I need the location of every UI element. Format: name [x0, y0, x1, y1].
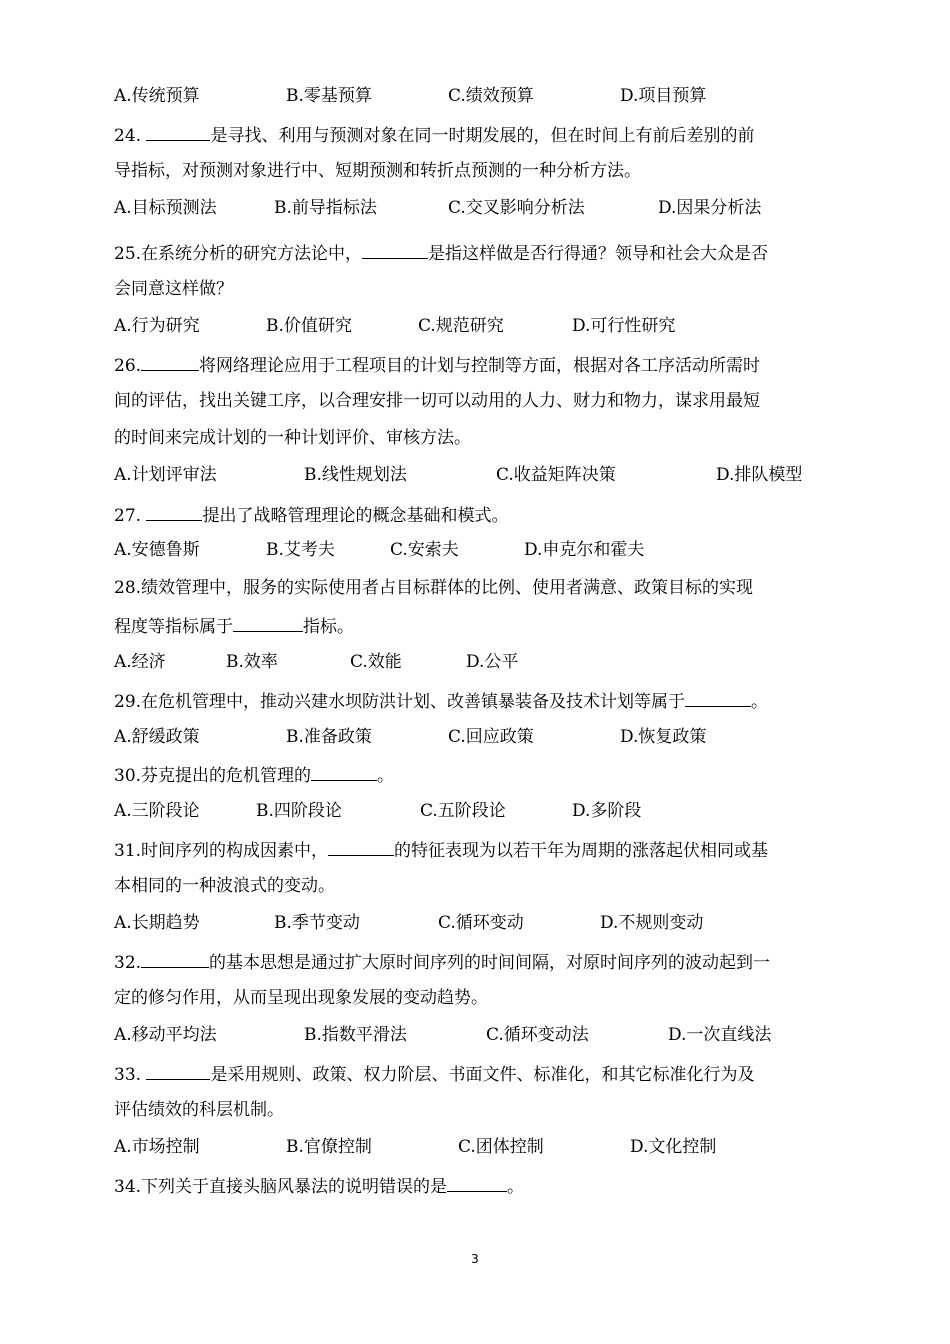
q29-option-a: A.舒缓政策	[114, 727, 200, 747]
q26-stem-line-3: 的时间来完成计划的一种计划评价、审核方法。	[114, 428, 471, 448]
q24-option-c: C.交叉影响分析法	[448, 198, 585, 218]
q33-option-b: B.官僚控制	[286, 1137, 372, 1157]
q26-stem-text: 将网络理论应用于工程项目的计划与控制等方面，根据对各工序活动所需时	[199, 356, 761, 376]
q32-stem-line-2: 定的修匀作用，从而呈现出现象发展的变动趋势。	[114, 988, 488, 1008]
q27-stem-text: 提出了战略管理理论的概念基础和模式。	[202, 506, 509, 526]
q26-option-c: C.收益矩阵决策	[496, 465, 616, 485]
q30-answer-blank	[311, 762, 377, 781]
q24-option-d: D.因果分析法	[658, 198, 762, 218]
q27-option-b: B.艾考夫	[266, 540, 335, 560]
q24-option-a: A.目标预测法	[114, 198, 217, 218]
q33-stem-line-1	[114, 1061, 754, 1087]
q28-option-a: A.经济	[114, 652, 166, 672]
q24-stem-line-2: 导指标，对预测对象进行中、短期预测和转折点预测的一种分析方法。	[114, 161, 641, 181]
q27-option-a: A.安德鲁斯	[114, 540, 200, 560]
q28-stem-line-2	[114, 613, 354, 639]
q30-option-a: A.三阶段论	[114, 801, 200, 821]
q27-stem-line-1	[114, 502, 508, 528]
q24-option-b: B.前导指标法	[274, 198, 377, 218]
q29-answer-blank	[685, 688, 751, 707]
q23-option-a: A.传统预算	[114, 86, 200, 106]
q34-answer-blank	[447, 1173, 507, 1192]
q31-answer-blank	[328, 837, 394, 856]
q28-stem-line-1: 28.绩效管理中，服务的实际使用者占目标群体的比例、使用者满意、政策目标的实现	[114, 578, 754, 598]
q26-option-a: A.计划评审法	[114, 465, 217, 485]
q29-stem-pre: 29.在危机管理中，推动兴建水坝防洪计划、改善镇暴装备及技术计划等属于	[114, 692, 686, 712]
q24-stem-text: 是寻找、利用与预测对象在同一时期发展的，但在时间上有前后差别的前	[210, 126, 755, 146]
q31-option-d: D.不规则变动	[600, 913, 704, 933]
q26-answer-blank	[141, 352, 199, 371]
q26-number: 26.	[114, 356, 142, 376]
q29-option-c: C.回应政策	[448, 727, 534, 747]
q33-option-c: C.团体控制	[458, 1137, 544, 1157]
q28-option-d: D.公平	[466, 652, 519, 672]
q32-answer-blank	[141, 949, 209, 968]
q27-option-d: D.申克尔和霍夫	[524, 540, 645, 560]
q32-option-b: B.指数平滑法	[304, 1025, 407, 1045]
q25-option-c: C.规范研究	[418, 316, 504, 336]
q25-stem-line-1	[114, 240, 768, 266]
q26-stem-line-2: 间的评估，找出关键工序，以合理安排一切可以动用的人力、财力和物力，谋求用最短	[114, 391, 760, 411]
q24-number: 24.	[114, 126, 147, 146]
q32-stem-text: 的基本思想是通过扩大原时间序列的时间间隔，对原时间序列的波动起到一	[209, 953, 771, 973]
q25-stem-pre: 25.在系统分析的研究方法论中，	[114, 244, 363, 264]
q31-stem-pre: 31.时间序列的构成因素中，	[114, 841, 329, 861]
q23-option-d: D.项目预算	[620, 86, 707, 106]
q32-stem-line-1	[114, 949, 770, 975]
q32-option-d: D.一次直线法	[668, 1025, 772, 1045]
q30-stem-pre: 30.芬克提出的危机管理的	[114, 766, 312, 786]
q27-option-c: C.安索夫	[390, 540, 459, 560]
q33-option-d: D.文化控制	[630, 1137, 717, 1157]
q25-answer-blank	[362, 240, 428, 259]
q30-option-d: D.多阶段	[572, 801, 642, 821]
q26-stem-line-1	[114, 352, 760, 378]
q25-stem-line-2: 会同意这样做？	[114, 279, 233, 299]
q31-option-a: A.长期趋势	[114, 913, 200, 933]
q33-stem-text: 是采用规则、政策、权力阶层、书面文件、标准化，和其它标准化行为及	[210, 1065, 755, 1085]
q29-stem-line-1	[114, 688, 768, 714]
q30-option-b: B.四阶段论	[256, 801, 342, 821]
q33-option-a: A.市场控制	[114, 1137, 200, 1157]
q25-option-b: B.价值研究	[266, 316, 352, 336]
q24-answer-blank	[146, 122, 210, 141]
q32-option-c: C.循环变动法	[486, 1025, 589, 1045]
q23-option-c: C.绩效预算	[448, 86, 534, 106]
q33-number: 33.	[114, 1065, 147, 1085]
q33-stem-line-2: 评估绩效的科层机制。	[114, 1100, 284, 1120]
q28-option-b: B.效率	[226, 652, 278, 672]
q29-stem-post: 。	[751, 692, 769, 712]
q31-option-c: C.循环变动	[438, 913, 524, 933]
q27-number: 27.	[114, 506, 147, 526]
q34-stem-pre: 34.下列关于直接头脑风暴法的说明错误的是	[114, 1177, 448, 1197]
q28-stem-pre: 程度等指标属于	[114, 617, 233, 637]
q28-stem-post: 指标。	[303, 617, 354, 637]
q34-stem-line-1	[114, 1173, 524, 1199]
q30-option-c: C.五阶段论	[420, 801, 506, 821]
q31-stem-line-2: 本相同的一种波浪式的变动。	[114, 876, 335, 896]
q29-option-b: B.准备政策	[286, 727, 372, 747]
q23-option-b: B.零基预算	[286, 86, 372, 106]
q31-option-b: B.季节变动	[274, 913, 360, 933]
q28-answer-blank	[233, 613, 303, 632]
q29-option-d: D.恢复政策	[620, 727, 707, 747]
q32-option-a: A.移动平均法	[114, 1025, 217, 1045]
q34-stem-post: 。	[507, 1177, 525, 1197]
q31-stem-line-1	[114, 837, 768, 863]
q24-stem-line-1	[114, 122, 754, 148]
q33-answer-blank	[146, 1061, 210, 1080]
q30-stem-post: 。	[377, 766, 395, 786]
q26-option-b: B.线性规划法	[304, 465, 407, 485]
q32-number: 32.	[114, 953, 142, 973]
q25-option-a: A.行为研究	[114, 316, 200, 336]
q26-option-d: D.排队模型	[716, 465, 803, 485]
q31-stem-post: 的特征表现为以若干年为周期的涨落起伏相同或基	[394, 841, 769, 861]
q25-option-d: D.可行性研究	[572, 316, 676, 336]
q28-option-c: C.效能	[350, 652, 402, 672]
q25-stem-post: 是指这样做是否行得通？领导和社会大众是否	[428, 244, 769, 264]
q27-answer-blank	[146, 502, 202, 521]
page-number: 3	[471, 1252, 479, 1266]
q30-stem-line-1	[114, 762, 394, 788]
